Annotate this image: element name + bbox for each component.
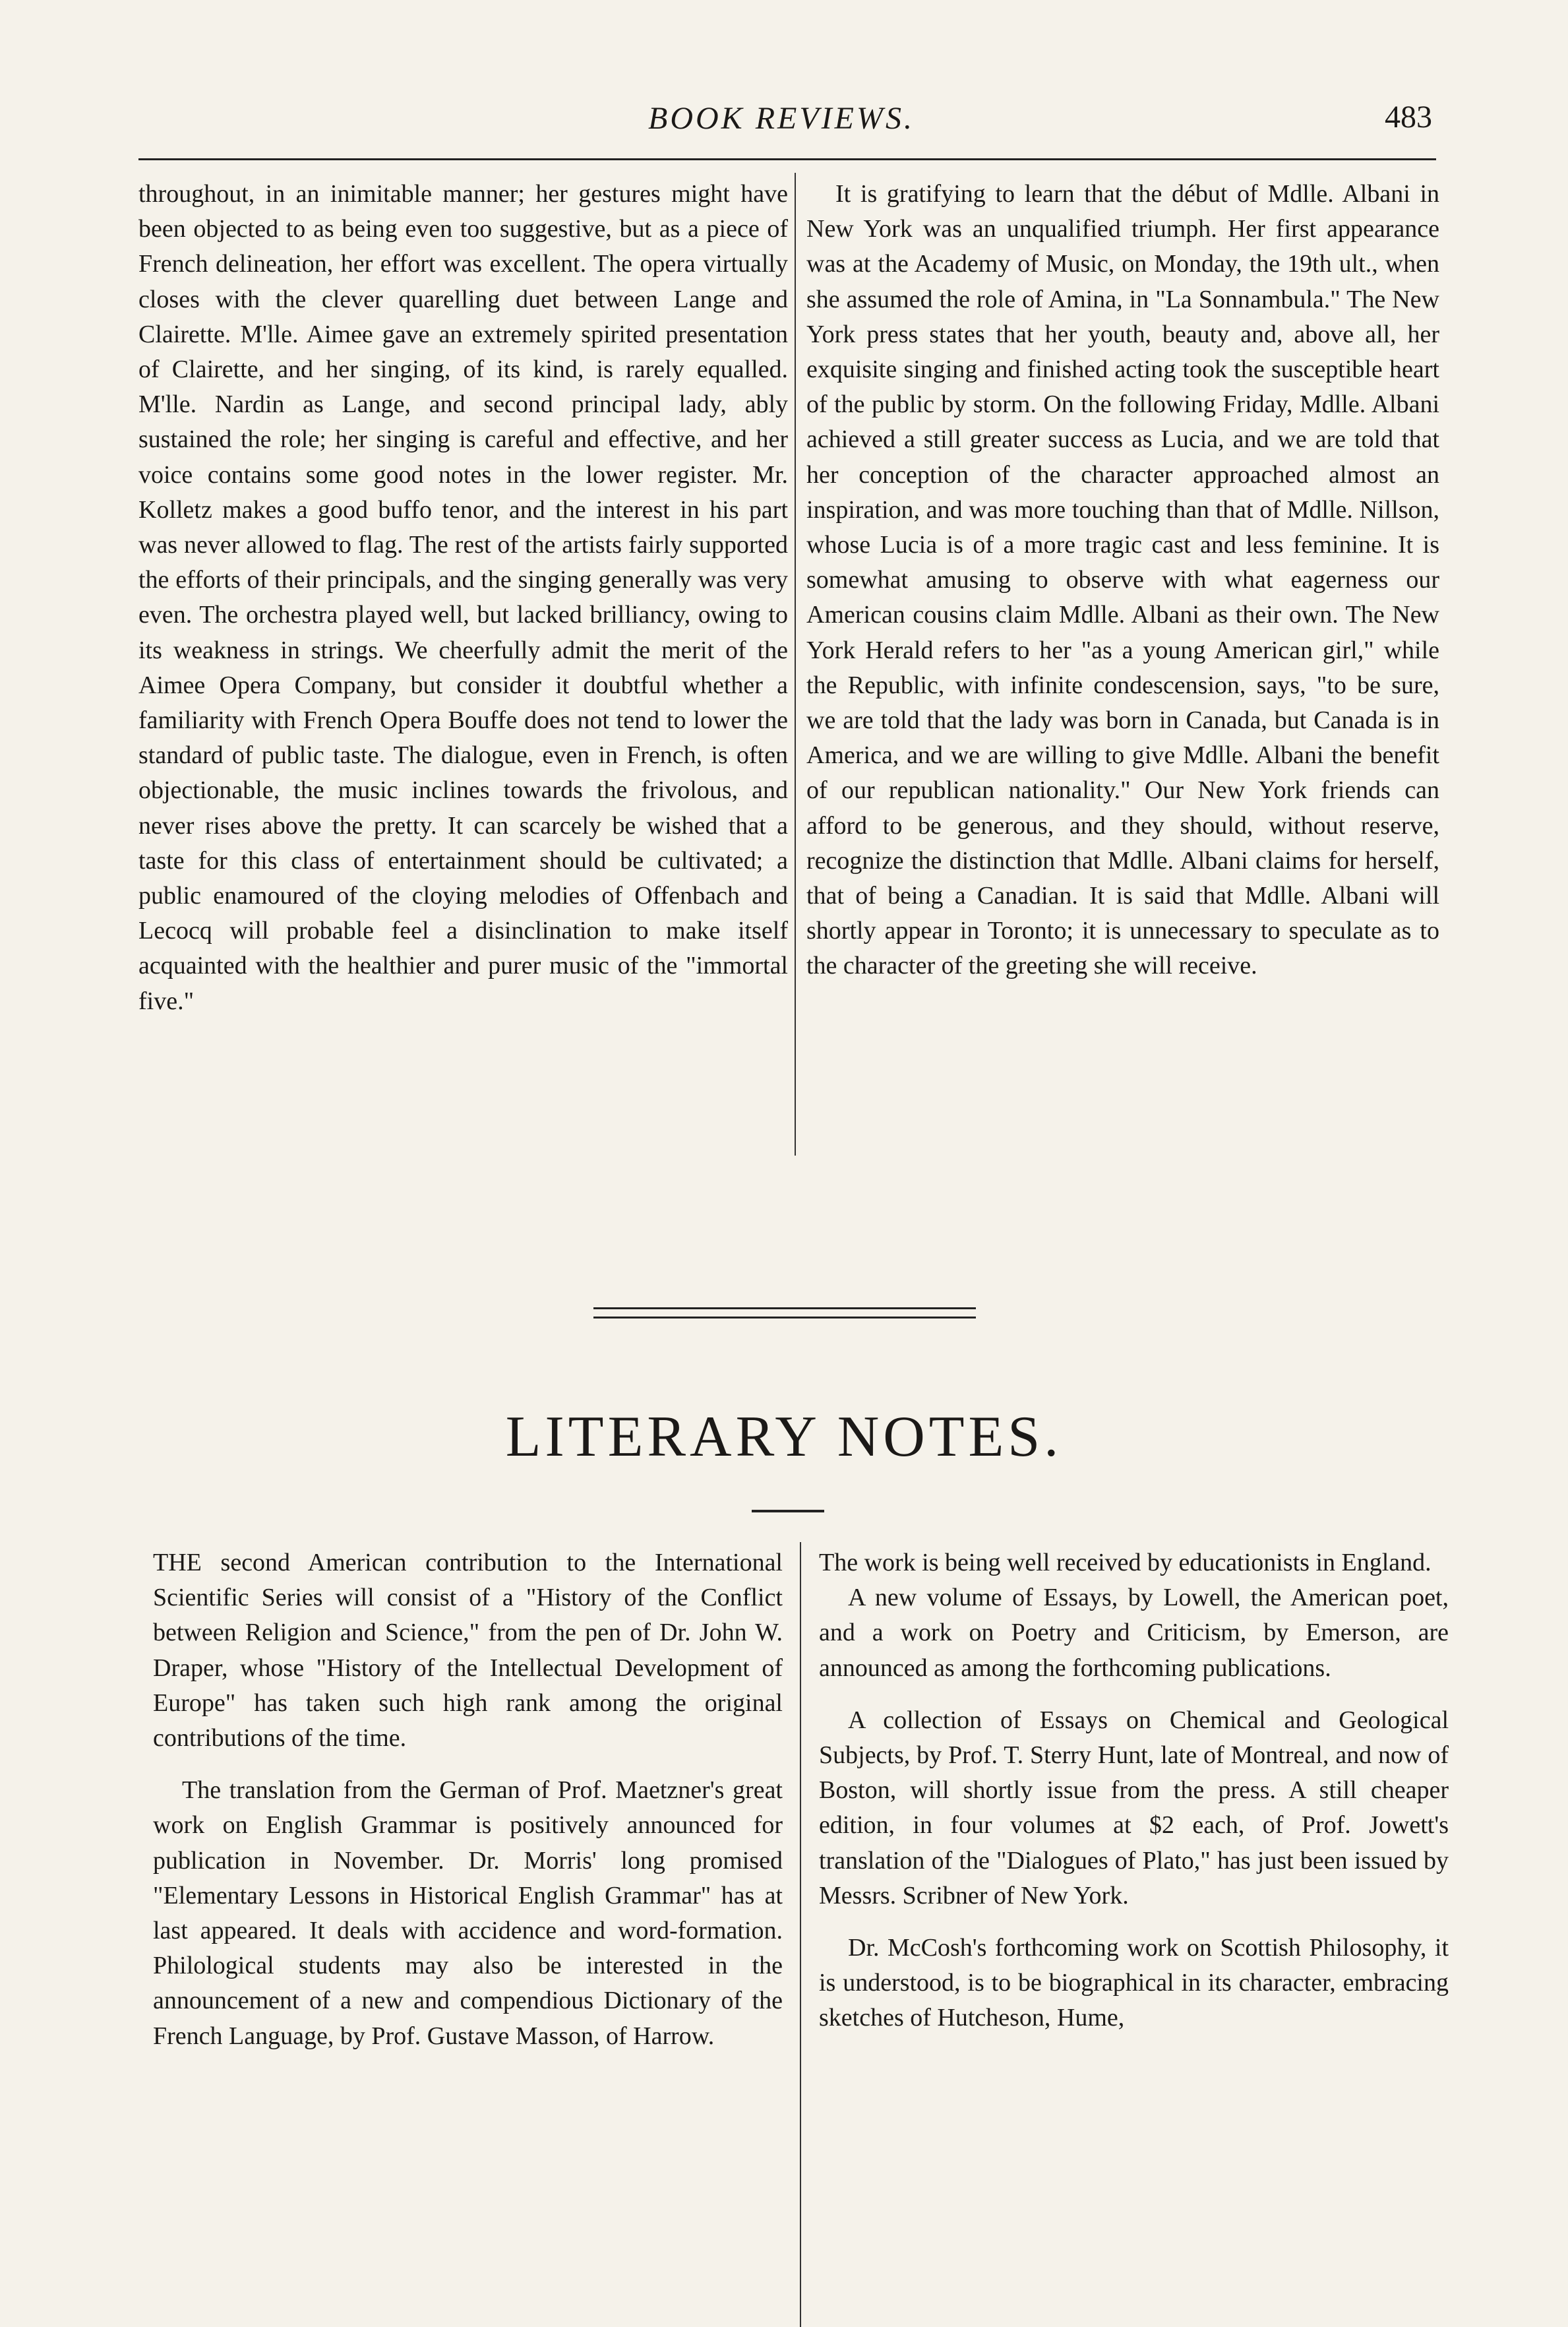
column-divider-bottom: [800, 1542, 801, 2327]
note-paragraph: THE second American contribution to the International Scientific Series will consist of a "History of the Conflict between Religion and Science," from the pen of Dr. John W. Draper, whose "History of the Intellectual Development of Europe" has taken such high rank among the original contributions of the time.: [153, 1549, 783, 1753]
note-paragraph: The translation from the German of Prof. Maetzner's great work on English Grammar is positively announced for publication in November. Dr. Morris' long promised "Elementary Lessons in Historical English Grammar" has at last appeared. It deals with accidence and word-formation. Philological students may also be interested in the announcement of a new and compendious Dictionary of the French Language, by Prof. Gustave Masson, of Harrow.: [153, 1776, 783, 2050]
ornament-rule-upper: [593, 1307, 976, 1309]
note-paragraph: A new volume of Essays, by Lowell, the American poet, and a work on Poetry and Criticism, by Emerson, are announced as among the forthcoming publications.: [819, 1584, 1449, 1682]
title-rule: [752, 1510, 824, 1512]
note-paragraph: The work is being well received by educationists in England.: [819, 1549, 1432, 1576]
review-text-left: throughout, in an inimitable manner; her gestures might have been objected to as being even too suggestive, but as a piece of French delineation, her effort was excellent. The opera virtually closes with the clever quarelling duet between Lange and Clairette. M'lle. Aimee gave an extremely spirited presentation of Clairette, and her singing, of its kind, is rarely equalled. M'lle. Nardin as Lange, and second principal lady, ably sustained the role; her singing is careful and effective, and her voice contains some good notes in the lower register. Mr. Kolletz makes a good buffo tenor, and the interest in his part was never allowed to flag. The rest of the artists fairly supported the efforts of their principals, and the singing generally was very even. The orchestra played well, but lacked brilliancy, owing to its weakness in strings. We cheerfully admit the merit of the Aimee Opera Company, but consider it doubtful whether a familiarity with French Opera Bouffe does not tend to lower the standard of public taste. The dialogue, even in French, is often objectionable, the music inclines towards the frivolous, and never rises above the pretty. It can scarcely be wished that a taste for this class of entertainment should be cultivated; a public enamoured of the cloying melodies of Offenbach and Lecocq will probable feel a disinclination to make itself acquainted with the healthier and purer music of the "immortal five.": [138, 180, 788, 1015]
ornament-rule-lower: [593, 1317, 976, 1319]
column-divider-top: [795, 173, 796, 1156]
running-head: [125, 91, 1437, 150]
review-text-right: It is gratifying to learn that the début of Mdlle. Albani in New York was an unqualified triumph. Her first appearance was at the Academy of Music, on Monday, the 19th ult., when she assumed the role of Amina, in "La Sonnambula." The New York press states that her youth, beauty and, above all, her exquisite singing and finished acting took the susceptible heart of the public by storm. On the following Friday, Mdlle. Albani achieved a still greater success as Lucia, and we are told that her conception of the character approached almost an inspiration, and was more touching than that of Mdlle. Nillson, whose Lucia is of a more tragic cast and less feminine. It is somewhat amusing to observe with what eagerness our American cousins claim Mdlle. Albani as their own. The New York Herald refers to her "as a young American girl," while the Republic, with infinite condescension, says, "to be sure, we are told that the lady was born in Canada, but Canada is in America, and we are willing to give Mdlle. Albani the benefit of our republican nationality." Our New York friends can afford to be generous, and they should, without reserve, recognize the distinction that Mdlle. Albani claims for herself, that of being a Canadian. It is said that Mdlle. Albani will shortly appear in Toronto; it is unnecessary to speculate as to the character of the greeting she will receive.: [806, 180, 1439, 980]
header-rule: [138, 158, 1436, 160]
notes-column-right: [819, 1545, 1449, 2036]
review-column-right: [806, 177, 1439, 984]
note-paragraph: Dr. McCosh's forthcoming work on Scottish Philosophy, it is understood, is to be biographical in its character, embracing sketches of Hutcheson, Hume,: [819, 1934, 1449, 2032]
notes-column-left: [153, 1545, 783, 2054]
running-title: BOOK REVIEWS.: [648, 101, 915, 136]
note-paragraph: A collection of Essays on Chemical and Geological Subjects, by Prof. T. Sterry Hunt, late of Montreal, and now of Boston, will shortly issue from the press. A still cheaper edition, in four volumes at $2 each, of Prof. Jowett's translation of the "Dialogues of Plato," has just been issued by Messrs. Scribner of New York.: [819, 1706, 1449, 1909]
review-column-left: [138, 177, 788, 1019]
page-number: 483: [1385, 100, 1432, 135]
section-title: LITERARY NOTES.: [505, 1405, 1063, 1469]
